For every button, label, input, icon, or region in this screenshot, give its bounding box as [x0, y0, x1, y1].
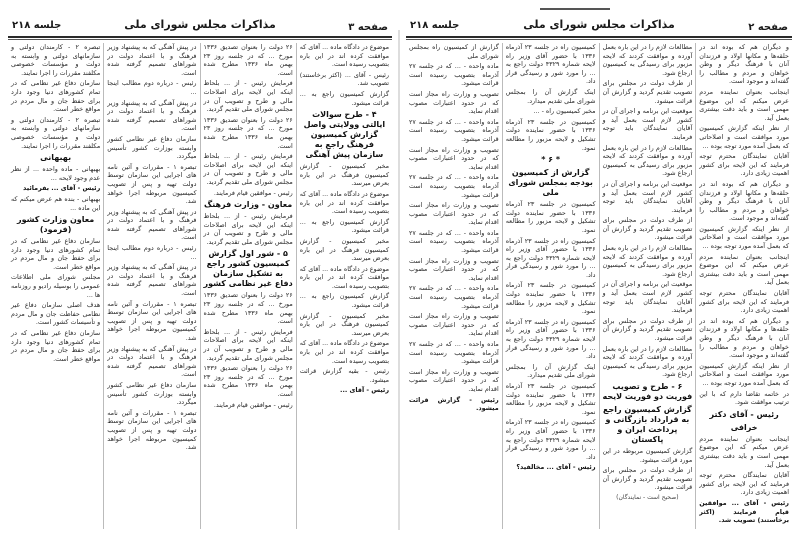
- paragraph: تبصره ۱ - مقررات و آئین نامه های اجرایی این سازمان توسط دولت تهیه و پس از تصویب کمیسیون مربوطه اجرا خواهد شد.: [107, 162, 197, 206]
- paragraph: مجلس شورای ملی اطلاعات عمومی را بوسیله رادیو و روزنامه ها ...: [11, 273, 101, 299]
- paragraph: کمیسیون راه در جلسه ۲۳ آذرماه ۱۳۳۶ با حضور آقای وزیر راه لایحه شماره ۴۳۲۹ دولت راجع به ... را مورد شور و رسیدگی قرار داد.: [505, 236, 596, 279]
- footer-note: رئیس - آقای ... موافقین قیام فرمایند (اکثر برخاستند) تصویب شد.: [699, 498, 789, 525]
- column-3: [502, 43, 599, 529]
- paragraph: در پیش آهنگی که به پیشنهاد وزیر فرهنگ و با اعتماد دولت در شوراهای تصمیم گرفته شده است.: [107, 98, 197, 133]
- section-heading: گزارش از کمیسیون بودجه بمجلس شورای ملی: [508, 168, 593, 198]
- paragraph: فرمایش رئیس - از ... بلحاظ اینکه این لایحه برای اصلاحات مالی و طرح و تصویب آن در مجلس شورای ملی تقدیم گردید.: [203, 79, 293, 114]
- paragraph: کمیسیون در جلسه ۲۳ آذرماه ۱۳۳۶ با حضور نماینده دولت تشکیل و لایحه مزبور را مطالعه نمود.: [505, 281, 596, 316]
- page-number: صفحه ۳: [348, 22, 388, 33]
- session-number: جلسه ۲۱۸: [12, 20, 62, 31]
- paragraph: از طرف دولت در مجلس برای تصویب تقدیم گردید و گزارش آن قرائت میشود.: [602, 79, 693, 105]
- paragraph: و دیگران هم که بوده اند در حلقه‌ها و مکانها اولاد و فرزندان آنان با فرهنگ دیگر و وطن خواهان و مردم و مطالب را گفته‌اند و موجود است.: [699, 43, 789, 86]
- masthead-rule: [8, 36, 392, 38]
- paragraph: اینجانب بعنوان نماینده مردم عرض میکنم که این موضوع مهمی است و باید دقت بیشتری بعمل آید.: [699, 87, 789, 122]
- paragraph: تصویب و وزارت راه مجاز است که در حدود اعتبارات مصوب اقدام نماید.: [409, 145, 499, 171]
- paragraph: تصویب و وزارت راه مجاز است که در حدود اعتبارات مصوب اقدام نماید.: [409, 367, 499, 393]
- paragraph: موقعیت این برنامه و اجرای آن در کشور لازم است بعمل آید و آقایان نمایندگان باید توجه فرمایند.: [602, 280, 693, 315]
- paragraph: اینک گزارش آن را بمجلس شورای ملی تقدیم میدارد.: [505, 87, 596, 105]
- paragraph: و دیگران هم که بوده اند در حلقه‌ها و مکانها اولاد و فرزندان آنان با فرهنگ دیگر و وطن خواهان و مردم و مطالب را گفته‌اند و موجود است.: [699, 316, 789, 360]
- paragraph: ماده واحده - ... که در جلسه ۲۷ آذرماه بتصویب رسیده است قرائت میشود.: [409, 173, 499, 199]
- speaker-heading: رئیس - آقای دکتر: [709, 409, 779, 419]
- paragraph: گزارش کمیسیون راجع به ... قرائت میشود.: [299, 217, 389, 235]
- paragraph: از نظر اینکه گزارش کمیسیون مورد موافقت است و اصلاحاتی که بعمل آمده مورد توجه بوده ...: [699, 361, 789, 387]
- paragraph: گزارش کمیسیون مربوطه در این مورد قرائت میشود.: [602, 446, 693, 464]
- paragraph: رئیس - درباره دوم مطالب اینجا ...: [107, 244, 197, 261]
- paragraph: آقایان نمایندگان محترم توجه فرمایند که این لایحه برای کشور اهمیت زیادی دارد.: [699, 152, 789, 178]
- paragraph: تبصره ۱ - مقررات و آئین نامه های اجرایی این سازمان توسط دولت تهیه و پس از تصویب کمیسیون مربوطه اجرا خواهد شد.: [107, 408, 197, 452]
- paragraph: رئیس - گزارش قرائت میشود.: [409, 395, 499, 413]
- paragraph: کمیسیون در جلسه ۲۳ آذرماه ۱۳۳۶ با حضور نماینده دولت تشکیل و لایحه مزبور را مطالعه نمود.: [505, 200, 596, 234]
- paragraph: ۲۶ دولت را بعنوان تصدیق ۱۳۳۶ مورخ ... که در جلسه روز ۲۳ بهمن ماه ۱۳۳۶ مطرح شده است.: [203, 115, 293, 150]
- paragraph: گزارش از کمیسیون راه بمجلس شورای ملی: [409, 43, 499, 60]
- page-number: صفحه ۲: [748, 22, 788, 33]
- section-heading: معاون وزارت کشور (فرمود): [17, 215, 95, 235]
- paragraph: آقایان نمایندگان محترم توجه فرمایند که این لایحه برای کشور اهمیت زیادی دارد.: [699, 471, 789, 497]
- paragraph: ۲۶ دولت را بعنوان تصدیق ۱۳۳۶ مورخ ... که در جلسه روز ۲۳ بهمن ماه ۱۳۳۶ مطرح شده است.: [203, 364, 293, 398]
- paragraph: رئیس - بقیه گزارش قرائت میشود.: [299, 367, 389, 384]
- section-heading: معاون - وزارت فرهنگ: [204, 200, 293, 210]
- section-heading: ۵ - شور اول گزارش کمیسیون کشور راجع به تشکیل سازمان دفاع غیر نظامی کشور: [203, 249, 293, 289]
- column-4: [406, 43, 502, 529]
- paragraph: در پیش آهنگی که به پیشنهاد وزیر فرهنگ و با اعتماد دولت در شوراهای تصمیم گرفته شده است.: [107, 207, 197, 242]
- footer-note: (صحیح است - نمایندگان): [616, 493, 679, 501]
- section-marker: * ۶ *: [541, 155, 561, 165]
- paragraph: فرمایش رئیس - از ... بلحاظ اینکه این لایحه برای اصلاحات مالی و طرح و تصویب آن در مجلس شورای ملی تقدیم گردید.: [203, 152, 293, 186]
- paragraph: بهبهانی - ماده واحده ... از نظر عدم وجود لایحه ...: [11, 165, 101, 182]
- paragraph: موضوع در دادگاه ماده ... آقای که موافقت کرده اند در این باره بتصویب رسیده است.: [299, 339, 389, 365]
- top-rule-mark: [540, 8, 610, 10]
- paragraph: کمیسیون راه در جلسه ۲۳ آذرماه ۱۳۳۶ با حضور آقای وزیر راه لایحه شماره ۴۳۲۹ دولت راجع به ... را مورد شور و رسیدگی قرار داد.: [505, 317, 596, 361]
- paragraph: رئیس - آقای ... بفرمائید: [23, 184, 101, 193]
- left-page-masthead: [8, 14, 392, 36]
- paragraph: از نظر اینکه گزارش کمیسیون مورد موافقت است و اصلاحاتی که بعمل آمده مورد توجه بوده ...: [699, 224, 789, 251]
- paragraph: سازمان دفاع غیر نظامی که در تمام کشورهای دنیا وجود دارد برای حفظ جان و مال مردم در مواقع خطر است.: [11, 329, 101, 363]
- paragraph: سازمان دفاع غیر نظامی کشور وابسته بوزارت کشور تأسیس میگردد.: [107, 380, 197, 407]
- paragraph: تبصره ۲ - کارمندان دولتی و سازمانهای دولتی و وابسته به دولت و مؤسسات خصوصی مکلفند مقررات را اجرا نمایند.: [11, 115, 101, 150]
- paragraph: کمیسیون راه در جلسه ۲۳ آذرماه ۱۳۳۶ با حضور آقای وزیر راه لایحه شماره ۴۳۲۹ دولت راجع به ... را مورد شور و رسیدگی قرار داد.: [505, 418, 596, 461]
- paragraph: ماده واحده - ... که در جلسه ۲۷ آذرماه بتصویب رسیده است قرائت میشود.: [409, 228, 499, 255]
- paragraph: آقایان نمایندگان محترم توجه فرمایند که این لایحه برای کشور اهمیت زیادی دارد.: [699, 289, 789, 315]
- page-gutter: [398, 30, 400, 530]
- right-page-columns: [406, 43, 792, 529]
- paragraph: بهبهانی - بنده هم عرض میکنم که این ماده ...: [11, 194, 101, 212]
- paragraph: در پیش آهنگی که به پیشنهاد وزیر فرهنگ و با اعتماد دولت در شوراهای تصمیم گرفته شده است.: [107, 43, 197, 77]
- masthead-title: مذاکرات مجلس شورای ملی: [523, 18, 675, 31]
- paragraph: ماده واحده - ... که در جلسه ۲۷ آذرماه بتصویب رسیده است قرائت میشود.: [409, 62, 499, 88]
- masthead-title: مذاکرات مجلس شورای ملی: [124, 18, 276, 31]
- paragraph: گزارش کمیسیون راجع به ... قرائت میشود.: [299, 292, 389, 310]
- speaker-heading: خرافی: [730, 422, 758, 432]
- column-1: [695, 43, 792, 529]
- right-page: [402, 14, 796, 534]
- paragraph: سازمان دفاع غیر نظامی که در تمام کشورهای دنیا وجود دارد برای حفظ جان و مال مردم در مواقع خطر است.: [11, 237, 101, 271]
- section-heading: ۴ - طرح سوالات ایالتی وولایتی واصل گزارش کمیسیون فرهنگ راجع به سازمان پیش آهنگی: [303, 110, 386, 160]
- paragraph: سازمان دفاع غیر نظامی که در تمام کشورهای دنیا وجود دارد برای حفظ جان و مال مردم در مواقع خطر است.: [11, 79, 101, 114]
- paragraph: مطالعات لازم را در این باره بعمل آورده و موافقت کردند که لایحه مزبور برای رسیدگی به کمیسیون ارجاع شود.: [602, 244, 693, 278]
- paragraph: موقعیت این برنامه و اجرای آن در کشور لازم است بعمل آید و آقایان نمایندگان باید توجه فرمایند.: [602, 107, 693, 141]
- column-4: [8, 43, 103, 529]
- paragraph: ۲۶ دولت را بعنوان تصدیق ۱۳۳۶ مورخ ... که در جلسه روز ۲۳ بهمن ماه ۱۳۳۶ مطرح شده است.: [203, 291, 293, 326]
- left-page: [4, 14, 396, 534]
- paragraph: رئیس - درباره دوم مطالب اینجا ...: [107, 79, 197, 96]
- paragraph: گزارش کمیسیون راجع به ... قرائت میشود.: [299, 89, 389, 107]
- paragraph: کمیسیون در جلسه ۲۳ آذرماه ۱۳۳۶ با حضور نماینده دولت تشکیل و لایحه مزبور را مطالعه نمود.: [505, 117, 596, 152]
- paragraph: در پیش آهنگی که به پیشنهاد وزیر فرهنگ و با اعتماد دولت در شوراهای تصمیم گرفته شده است.: [107, 344, 197, 379]
- paragraph: از طرف دولت در مجلس برای تصویب تقدیم گردید و گزارش آن قرائت میشود.: [602, 466, 693, 492]
- paragraph: تبصره ۲ - کارمندان دولتی و سازمانهای دولتی و وابسته به دولت و مؤسسات خصوصی مکلفند مقررات را اجرا نمایند.: [11, 43, 101, 77]
- masthead-rule: [406, 36, 792, 38]
- paragraph: اینجانب بعنوان نماینده مردم عرض میکنم که این موضوع مهمی است و باید دقت بیشتری بعمل آید.: [699, 252, 789, 287]
- paragraph: ماده واحده - ... که در جلسه ۲۷ آذرماه بتصویب رسیده است قرائت میشود.: [409, 340, 499, 366]
- paragraph: در پیش آهنگی که به پیشنهاد وزیر فرهنگ و با اعتماد دولت در شوراهای تصمیم گرفته شده است.: [107, 263, 197, 298]
- paragraph: اینک گزارش آن را بمجلس شورای ملی تقدیم میدارد.: [505, 362, 596, 380]
- column-2: [200, 43, 296, 529]
- column-2: [599, 43, 696, 529]
- paragraph: موضوع در دادگاه ماده ... آقای که موافقت کرده اند در این باره بتصویب رسیده است.: [299, 43, 389, 69]
- paragraph: رئیس - موافقین قیام فرمایند.: [213, 400, 293, 409]
- paragraph: مخبر کمیسیون - گزارش کمیسیون فرهنگ در این باره بعرض میرسد.: [299, 311, 389, 337]
- paragraph: کمیسیون در جلسه ۲۳ آذرماه ۱۳۳۶ با حضور نماینده دولت تشکیل و لایحه مزبور را مطالعه نمود.: [505, 382, 596, 416]
- section-heading: ۶ - طرح و تصویب فوریت دو فوریت لایحه: [602, 381, 693, 401]
- masthead-rule-thin: [8, 39, 392, 40]
- paragraph: از نظر اینکه گزارش کمیسیون مورد موافقت است و اصلاحاتی که بعمل آمده مورد توجه بوده ...: [699, 124, 789, 150]
- paragraph: سازمان دفاع غیر نظامی کشور وابسته بوزارت کشور تأسیس میگردد.: [107, 134, 197, 161]
- paragraph: از طرف دولت در مجلس برای تصویب تقدیم گردید و گزارش آن قرائت میشود.: [602, 216, 693, 242]
- paragraph: کمیسیون راه در جلسه ۲۳ آذرماه ۱۳۳۶ با حضور آقای وزیر راه لایحه شماره ۴۳۲۹ دولت راجع به ... را مورد شور و رسیدگی قرار داد.: [505, 43, 596, 86]
- speaker-heading: بهبهانی: [40, 153, 72, 163]
- paragraph: مطالعات لازم را در این باره بعمل آورده و موافقت کردند که لایحه مزبور برای رسیدگی به کمیسیون ارجاع شود.: [602, 344, 693, 379]
- paragraph: تبصره ۱ - مقررات و آئین نامه های اجرایی این سازمان توسط دولت تهیه و پس از تصویب کمیسیون مربوطه اجرا خواهد شد.: [107, 299, 197, 342]
- paragraph: هدف اصلی سازمان دفاع غیر نظامی حفاظت جان و مال مردم و تأسیسات کشور است.: [11, 301, 101, 327]
- paragraph: از طرف دولت در مجلس برای تصویب تقدیم گردید و گزارش آن قرائت میشود.: [602, 316, 693, 342]
- right-page-masthead: [406, 14, 792, 36]
- section-heading: گزارش کمیسیون راجع به قرارداد بازرگانی و پرداخت ایران و پاکستان: [603, 404, 692, 444]
- paragraph: رئیس - موافقین قیام فرمایند.: [213, 188, 293, 197]
- paragraph: تصویب و وزارت راه مجاز است که در حدود اعتبارات مصوب اقدام نماید.: [409, 89, 499, 116]
- paragraph: مخبر کمیسیون راه - ...: [533, 107, 596, 116]
- paragraph: اینجانب بعنوان نماینده مردم عرض میکنم که این موضوع مهمی است و باید دقت بیشتری بعمل آید.: [699, 434, 789, 469]
- paragraph: و دیگران هم که بوده اند در حلقه‌ها و مکانها اولاد و فرزندان آنان با فرهنگ دیگر و وطن خواهان و مردم و مطالب را گفته‌اند و موجود است.: [699, 179, 789, 223]
- paragraph: تصویب و وزارت راه مجاز است که در حدود اعتبارات مصوب اقدام نماید.: [409, 201, 499, 227]
- paragraph: موضوع در دادگاه ماده ... آقای که موافقت کرده اند در این باره بتصویب رسیده است.: [299, 264, 389, 290]
- paragraph: موقعیت این برنامه و اجرای آن در کشور لازم است بعمل آید و آقایان نمایندگان باید توجه فرمایند.: [602, 179, 693, 214]
- paragraph: موضوع در دادگاه ماده ... آقای که موافقت کرده اند در این باره بتصویب رسیده است.: [299, 189, 389, 216]
- paragraph: رئیس - آقای ... (اکثر برخاستند) تصویب شد.: [299, 70, 389, 88]
- paragraph: رئیس - آقای ... مخالفید؟: [516, 463, 596, 472]
- paragraph: مطالعات لازم را در این باره بعمل آورده و موافقت کردند که لایحه مزبور برای رسیدگی به کمیسیون ارجاع شود.: [602, 143, 693, 178]
- column-1: [296, 43, 392, 529]
- column-3: [103, 43, 199, 529]
- paragraph: ۲۶ دولت را بعنوان تصدیق ۱۳۳۶ مورخ ... که در جلسه روز ۲۳ بهمن ماه ۱۳۳۶ مطرح شده است.: [203, 43, 293, 77]
- left-page-columns: [8, 43, 392, 529]
- paragraph: فرمایش رئیس - از ... بلحاظ اینکه این لایحه برای اصلاحات مالی و طرح و تصویب آن در مجلس شورای ملی تقدیم گردید.: [203, 327, 293, 362]
- masthead-rule-thin: [406, 39, 792, 40]
- paragraph: مطالعات لازم را در این باره بعمل آورده و موافقت کردند که لایحه مزبور برای رسیدگی به کمیسیون ارجاع شود.: [602, 43, 693, 77]
- paragraph: در خاتمه تقاضا دارم که با این ترتیب موافقت شود.: [699, 389, 789, 407]
- paragraph: تصویب و وزارت راه مجاز است که در حدود اعتبارات مصوب اقدام نماید.: [409, 312, 499, 338]
- paragraph: فرمایش رئیس - از ... بلحاظ اینکه این لایحه برای اصلاحات مالی و طرح و تصویب آن در مجلس شورای ملی تقدیم گردید.: [203, 212, 293, 246]
- paragraph: مخبر کمیسیون - گزارش کمیسیون فرهنگ در این باره بعرض میرسد.: [299, 162, 389, 188]
- paragraph: مخبر کمیسیون - گزارش کمیسیون فرهنگ در این باره بعرض میرسد.: [299, 236, 389, 263]
- paragraph: تصویب و وزارت راه مجاز است که در حدود اعتبارات مصوب اقدام نماید.: [409, 256, 499, 282]
- footer-note: رئیس - آقای ...: [340, 386, 389, 395]
- paragraph: ماده واحده - ... که در جلسه ۲۷ آذرماه بتصویب رسیده است قرائت میشود.: [409, 284, 499, 310]
- paragraph: ماده واحده - ... که در جلسه ۲۷ آذرماه بتصویب رسیده است قرائت میشود.: [409, 117, 499, 143]
- session-number: جلسه ۲۱۸: [410, 20, 460, 31]
